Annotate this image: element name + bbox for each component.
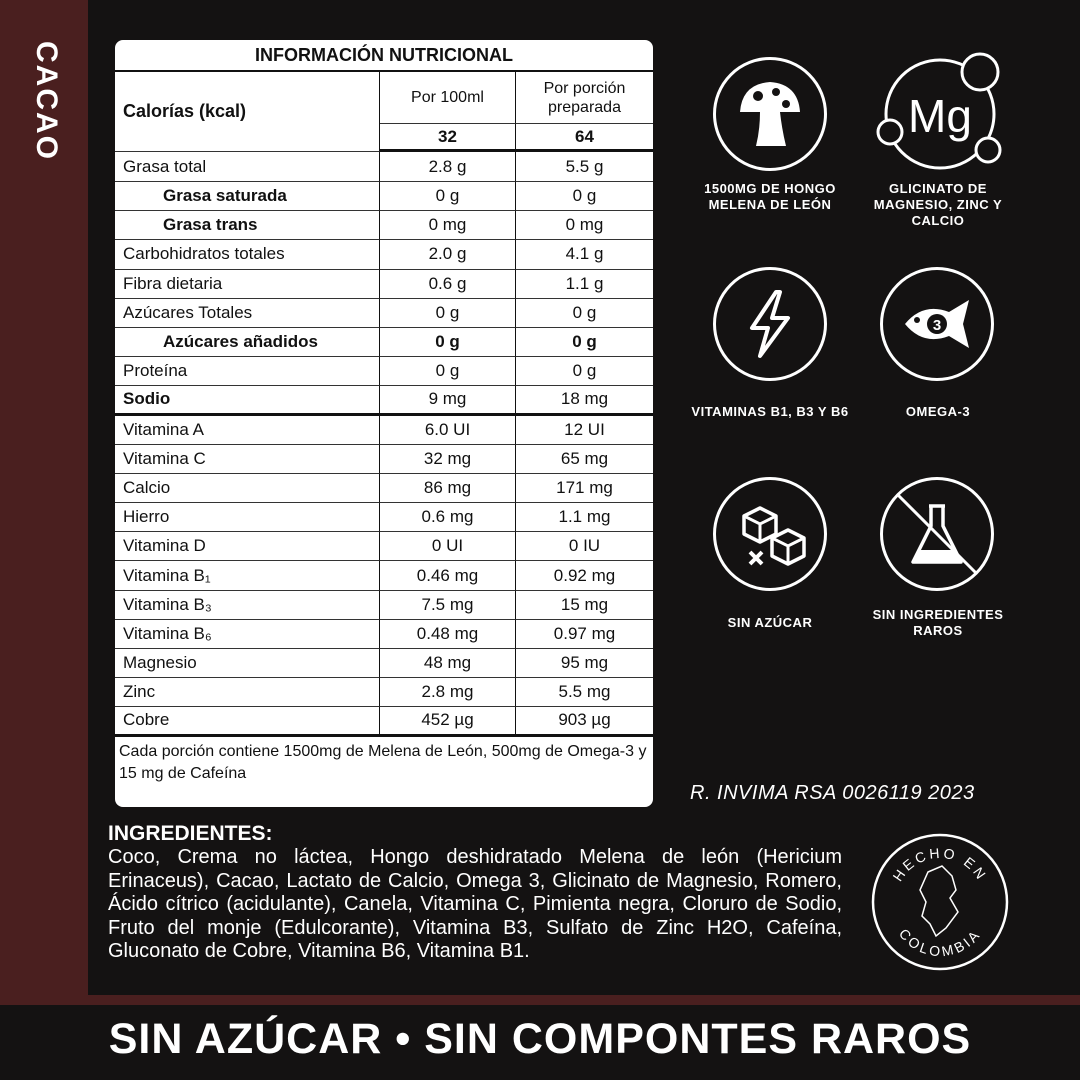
icon-label-vitamins: VITAMINAS B1, B3 Y B6 <box>691 404 849 419</box>
calories-label: Calorías (kcal) <box>115 72 380 152</box>
svg-text:HECHO EN <box>889 845 990 884</box>
nutrient-value-per-serving: 15 mg <box>516 591 653 620</box>
nutrient-label: Vitamina C <box>115 445 380 474</box>
nutrition-table <box>115 40 653 807</box>
nutrient-label: Azúcares añadidos <box>115 328 380 357</box>
nutrient-value-per-100ml: 0 g <box>380 328 516 357</box>
lightning-icon <box>713 267 827 381</box>
flask-crossed-icon <box>880 477 994 591</box>
icon-label-mushroom: 1500MG DE HONGO MELENA DE LEÓN <box>704 181 836 212</box>
calories-per-serving: 64 <box>516 124 653 152</box>
nutrient-value-per-serving: 0 g <box>516 328 653 357</box>
nutrient-value-per-serving: 5.5 mg <box>516 678 653 707</box>
nutrient-value-per-100ml: 0.6 g <box>380 270 516 299</box>
nutrient-label: Sodio <box>115 386 380 415</box>
nutrient-value-per-serving: 1.1 g <box>516 270 653 299</box>
nutrient-value-per-100ml: 0 g <box>380 182 516 211</box>
nutrient-value-per-serving: 0 g <box>516 299 653 328</box>
nutrient-label: Vitamina D <box>115 532 380 561</box>
nutrient-label: Proteína <box>115 357 380 386</box>
omega-symbol: 3 <box>932 317 942 334</box>
invima-registration: R. INVIMA RSA 0026119 2023 <box>690 782 975 804</box>
ingredients-text: Coco, Crema no láctea, Hongo deshidratado Melena de león (Hericium Erinaceus), Cacao, Lactato de Calcio, Omega 3, Glicinato de Magnesio, Romero, Ácido cítrico (acidulante), Canela, Vitamina C, Pimienta negra, Cloruro de Sodio, Fruto del monje (Edulcorante), Vitamina B3, Sulfato de Zinc H2O, Cafeína, Gluconato de Cobre, Vitamina B6, Vitamina B1. <box>108 846 842 962</box>
nutrient-value-per-serving: 0 IU <box>516 532 653 561</box>
nutrient-label: Vitamina B₃ <box>115 591 380 620</box>
nutrient-value-per-100ml: 0.6 mg <box>380 503 516 532</box>
nutrient-value-per-serving: 0 mg <box>516 211 653 240</box>
nutrient-value-per-100ml: 9 mg <box>380 386 516 415</box>
nutrient-value-per-100ml: 7.5 mg <box>380 591 516 620</box>
nutrient-value-per-serving: 1.1 mg <box>516 503 653 532</box>
nutrient-value-per-100ml: 2.8 g <box>380 152 516 182</box>
nutrient-label: Hierro <box>115 503 380 532</box>
mushroom-icon <box>713 57 827 171</box>
magnesium-symbol: Mg <box>908 90 972 142</box>
nutrient-label: Calcio <box>115 474 380 503</box>
nutrient-label: Fibra dietaria <box>115 270 380 299</box>
nutrition-grid <box>115 72 653 737</box>
nutrient-value-per-100ml: 0 g <box>380 299 516 328</box>
nutrient-value-per-100ml: 32 mg <box>380 445 516 474</box>
flavor-label: CACAO <box>30 41 63 161</box>
magnesium-icon <box>870 38 1010 178</box>
nutrient-label: Azúcares Totales <box>115 299 380 328</box>
nutrient-value-per-serving: 903 µg <box>516 707 653 736</box>
nutrient-value-per-serving: 12 UI <box>516 416 653 445</box>
side-bar <box>0 0 88 995</box>
bottom-accent-strip <box>0 995 1080 1005</box>
bottom-banner: SIN AZÚCAR • SIN COMPONTES RAROS <box>0 1005 1080 1080</box>
seal-bottom-text: COLOMBIA <box>895 925 985 960</box>
nutrition-footnote: Cada porción contiene 1500mg de Melena de León, 500mg de Omega-3 y 15 mg de Cafeína <box>119 742 647 782</box>
icon-label-magnesium: GLICINATO DE MAGNESIO, ZINC Y CALCIO <box>873 181 1003 228</box>
nutrient-value-per-serving: 65 mg <box>516 445 653 474</box>
sugar-cubes-icon <box>713 477 827 591</box>
nutrient-label: Vitamina A <box>115 416 380 445</box>
nutrient-value-per-serving: 0 g <box>516 182 653 211</box>
nutrient-value-per-100ml: 48 mg <box>380 649 516 678</box>
nutrient-value-per-100ml: 0 mg <box>380 211 516 240</box>
nutrient-value-per-100ml: 6.0 UI <box>380 416 516 445</box>
nutrient-label: Magnesio <box>115 649 380 678</box>
nutrient-value-per-serving: 0.97 mg <box>516 620 653 649</box>
fish-icon <box>880 267 994 381</box>
seal-top-text: HECHO EN <box>889 844 991 885</box>
icon-label-no-sugar: SIN AZÚCAR <box>727 615 813 630</box>
nutrient-value-per-100ml: 452 µg <box>380 707 516 736</box>
nutrient-value-per-100ml: 0.48 mg <box>380 620 516 649</box>
nutrient-value-per-100ml: 0 UI <box>380 532 516 561</box>
calories-per-100ml: 32 <box>380 124 516 152</box>
nutrient-label: Zinc <box>115 678 380 707</box>
nutrient-value-per-100ml: 2.8 mg <box>380 678 516 707</box>
nutrient-value-per-100ml: 86 mg <box>380 474 516 503</box>
made-in-colombia-seal <box>870 832 1010 972</box>
ingredients-title: INGREDIENTES: <box>108 822 273 845</box>
nutrition-title: INFORMACIÓN NUTRICIONAL <box>115 40 653 72</box>
nutrient-value-per-serving: 5.5 g <box>516 152 653 182</box>
nutrient-label: Grasa total <box>115 152 380 182</box>
svg-text:COLOMBIA <box>896 925 984 959</box>
nutrient-value-per-serving: 95 mg <box>516 649 653 678</box>
nutrient-value-per-serving: 4.1 g <box>516 240 653 269</box>
nutrient-label: Grasa saturada <box>115 182 380 211</box>
nutrient-label: Vitamina B₆ <box>115 620 380 649</box>
nutrient-value-per-serving: 18 mg <box>516 386 653 415</box>
nutrient-value-per-serving: 0.92 mg <box>516 561 653 590</box>
icon-label-omega: OMEGA-3 <box>905 404 971 419</box>
nutrient-label: Grasa trans <box>115 211 380 240</box>
nutrient-value-per-100ml: 0 g <box>380 357 516 386</box>
nutrient-label: Carbohidratos totales <box>115 240 380 269</box>
nutrient-value-per-100ml: 0.46 mg <box>380 561 516 590</box>
nutrient-value-per-100ml: 2.0 g <box>380 240 516 269</box>
nutrient-label: Vitamina B₁ <box>115 561 380 590</box>
nutrient-value-per-serving: 0 g <box>516 357 653 386</box>
nutrient-value-per-serving: 171 mg <box>516 474 653 503</box>
colombia-map-icon <box>920 866 958 936</box>
col-per-100ml-header: Por 100ml <box>380 72 516 124</box>
col-per-serving-header: Por porción preparada <box>516 72 653 124</box>
nutrient-label: Cobre <box>115 707 380 736</box>
icon-label-no-rare: SIN INGREDIENTES RAROS <box>872 607 1004 638</box>
